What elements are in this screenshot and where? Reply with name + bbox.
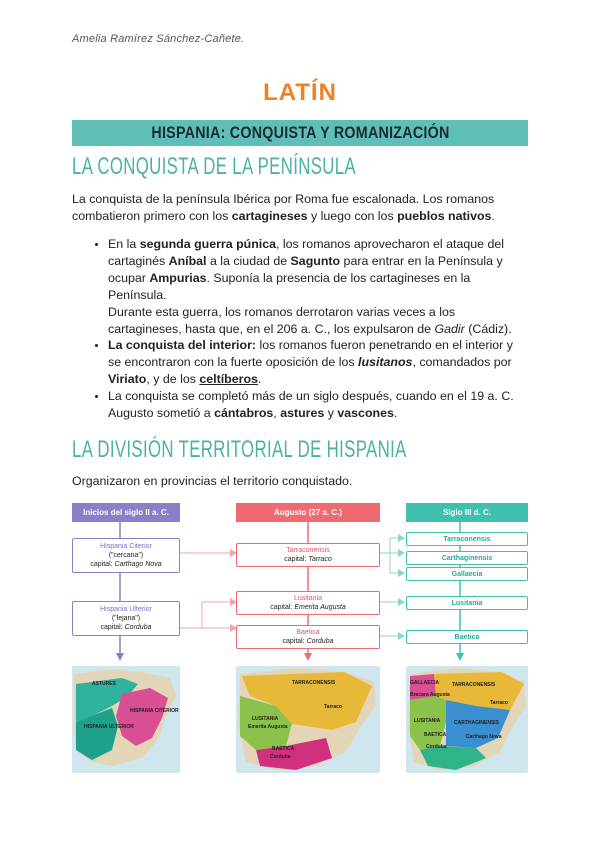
map-augustus (236, 666, 380, 773)
province-box-citerior: Hispania Citerior ("cercana") capital: Carthago Nova (72, 538, 180, 573)
map3-label-6: CARTHAGINENSIS (454, 720, 500, 726)
map2-label-6: Corduba (270, 754, 291, 760)
province-box-gallaecia: Gallaecia (406, 567, 528, 581)
banner-text: HISPANIA: CONQUISTA Y ROMANIZACIÓN (150, 123, 450, 142)
map2-label-3: LUSITANIA (252, 716, 279, 722)
author-name: Amelia Ramírez Sánchez-Cañete. (72, 33, 245, 45)
province-box-baetica-3: Baetica (406, 630, 528, 644)
map3-label-9: Corduba (426, 744, 447, 750)
province-box-carthaginensis: Carthaginensis (406, 551, 528, 565)
column-header-3: Siglo III d. C. (406, 503, 528, 522)
map3-label-3: Bracara Augusta (410, 692, 450, 698)
map3-label-1: GALLAECIA (410, 680, 440, 686)
map1-label-2: HISPANIA CITERIOR (130, 708, 179, 714)
province-box-lusitania-3: Lusitania (406, 596, 528, 610)
section-banner (72, 120, 528, 146)
section-heading-division: LA DIVISIÓN TERRITORIAL DE HISPANIA (72, 436, 407, 463)
province-box-lusitania: Lusitania capital: Emerita Augusta (236, 591, 380, 615)
map1-label-3: HISPANIA ULTERIOR (84, 724, 134, 730)
column-header-1: Inicios del siglo II a. C. (72, 503, 180, 522)
list-item: • La conquista del interior: los romanos fueron penetrando en el interior y se encontraron con la fuerte oposición de los lusitanos, comandados por Viriato, y de los celtíberos. (108, 337, 528, 388)
province-box-ulterior: Hispania Ulterior ("lejana") capital: Corduba (72, 601, 180, 636)
list-item: • La conquista se completó más de un siglo después, cuando en el 19 a. C. Augusto sometió a cántabros, astures y vascones. (108, 388, 528, 422)
section-heading-conquista: LA CONQUISTA DE LA PENÍNSULA (72, 153, 356, 180)
map1-label-1: ASTURES (92, 681, 116, 687)
map-republic (72, 666, 180, 773)
map3-label-4: Tarraco (490, 700, 508, 706)
map3-label-5: LUSITANIA (414, 718, 441, 724)
province-box-tarraconensis: Tarraconensis capital: Tarraco (236, 543, 380, 567)
column-header-2: Augusto (27 a. C.) (236, 503, 380, 522)
map2-label-5: BAETICA (272, 746, 295, 752)
province-box-tarraconensis-3: Tarraconensis (406, 532, 528, 546)
page-title: LATÍN (263, 79, 337, 106)
division-intro: Organizaron en provincias el territorio conquistado. (72, 474, 353, 488)
map2-label-4: Emerita Augusta (248, 724, 288, 730)
province-box-baetica: Baetica capital: Corduba (236, 625, 380, 649)
map-third-century (406, 666, 528, 773)
conquest-list (90, 236, 528, 422)
intro-paragraph: La conquista de la península Ibérica por Roma fue escalonada. Los romanos combatieron primero con los cartagineses y luego con los pueblos nativos. (72, 192, 495, 223)
map2-label-1: TARRACONENSIS (292, 680, 336, 686)
territorial-division-diagram (72, 503, 528, 773)
map3-label-2: TARRACONENSIS (452, 682, 496, 688)
map2-label-2: Tarraco (324, 704, 342, 710)
list-item: • En la segunda guerra púnica, los romanos aprovecharon el ataque del cartaginés Aníbal a la ciudad de Sagunto para entrar en la Península y ocupar Ampurias. Suponía la presencia de los cartagineses en la Península. Durante esta guerra, los romanos derrotaron varias veces a los cartagineses, hasta que, en el 206 a. C., los expulsaron de Gadir (Cádiz). (108, 236, 528, 337)
map3-label-8: Carthago Nova (466, 734, 502, 740)
map3-label-7: BAETICA (424, 732, 447, 738)
